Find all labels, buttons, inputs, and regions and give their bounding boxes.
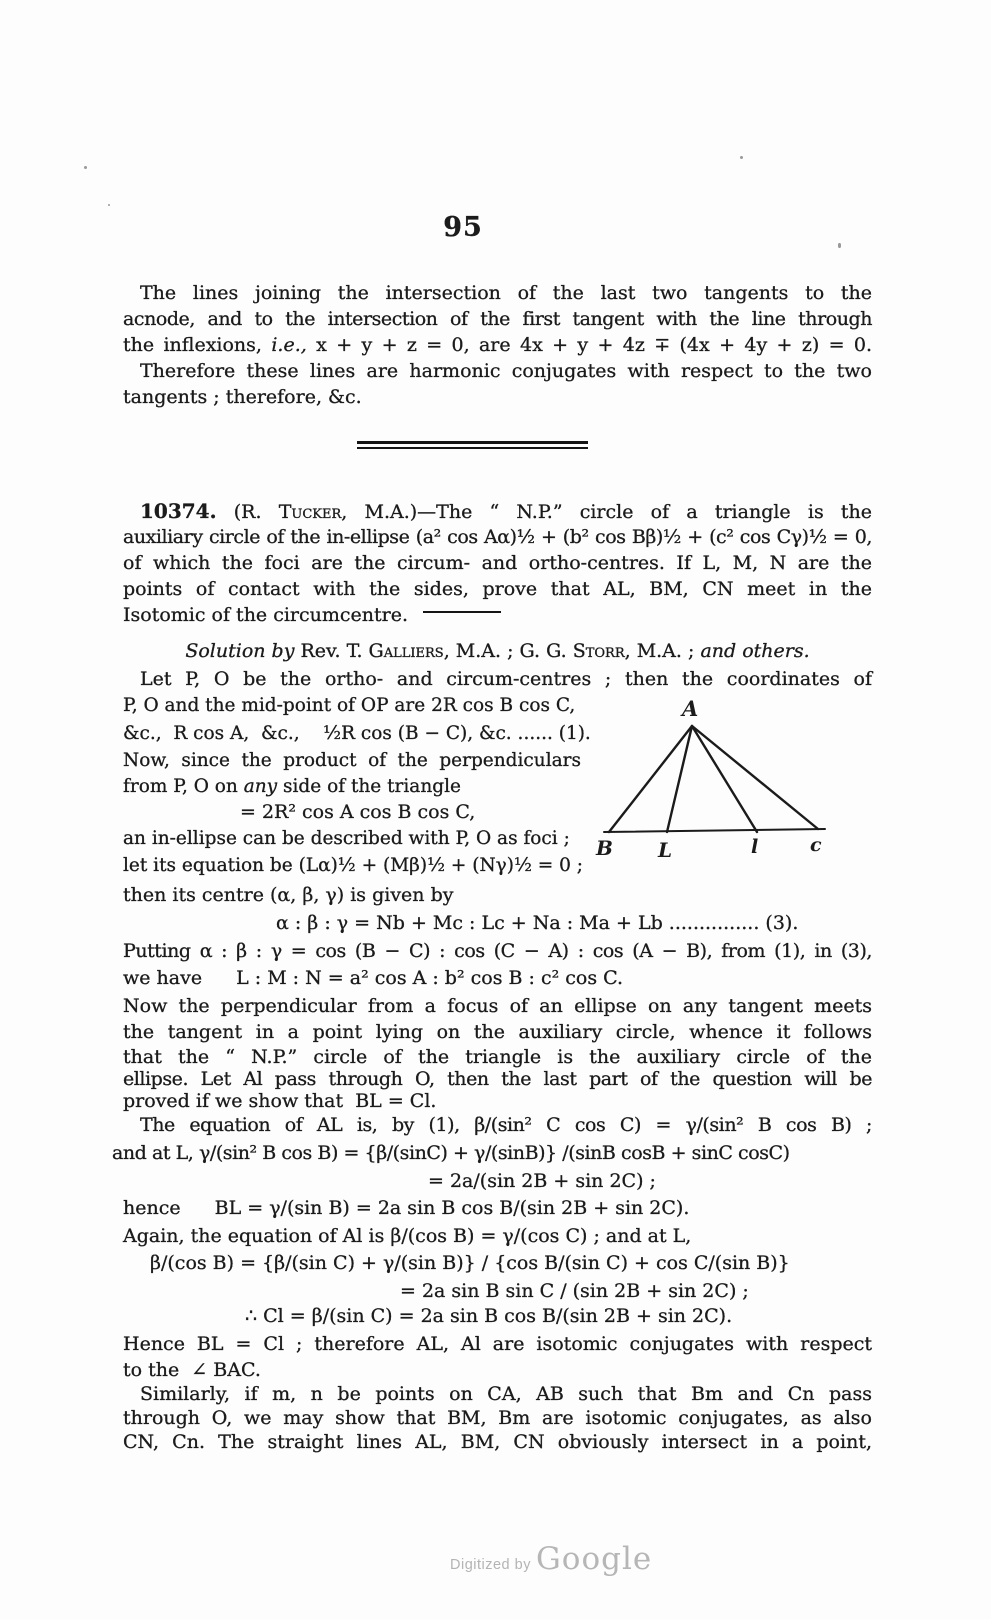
ie-abbreviation: i.e., bbox=[271, 334, 307, 356]
solution-line-20 bbox=[123, 1195, 872, 1221]
bl-formula: BL = γ/(sin B) = 2a sin B cos B/(sin 2B + sin 2C). bbox=[214, 1197, 690, 1219]
intro-line-2: acnode, and to the intersection of the first tangent with the line through bbox=[123, 308, 872, 330]
solution-line-27: Similarly, if m, n be points on CA, AB such that Bm and Cn pass bbox=[140, 1383, 872, 1405]
solution-line-21: Again, the equation of Al is β/(cos B) = γ/(cos C) ; and at L, bbox=[123, 1225, 692, 1247]
problem-line-3: of which the foci are the circum- and ortho-centres. If L, M, N are the bbox=[123, 552, 872, 574]
solution-line-4 bbox=[123, 774, 581, 800]
solution-line-13: the tangent in a point lying on the auxiliary circle, whence it follows bbox=[123, 1021, 872, 1043]
solution-byline bbox=[123, 638, 872, 664]
solution-line-28: through O, we may show that BM, Bm are isotomic conjugates, as also bbox=[123, 1407, 872, 1429]
solution-line-17: The equation of AL is, by (1), β/(sin² C cos C) = γ/(sin² B cos B) ; bbox=[140, 1114, 872, 1136]
intro-line-4: Therefore these lines are harmonic conjugates with respect to the two bbox=[140, 360, 872, 382]
page-number: 95 bbox=[443, 212, 483, 243]
solution-line-26: to the ∠ BAC. bbox=[123, 1359, 261, 1381]
intro-line-3 bbox=[123, 332, 872, 358]
problem-head-pre: (R. bbox=[216, 501, 279, 523]
base-BC bbox=[604, 829, 825, 832]
vertex-label-A: A bbox=[682, 696, 699, 721]
problem-line-5: Isotomic of the circumcentre. bbox=[123, 604, 409, 626]
problem-heading-line bbox=[123, 498, 872, 525]
solution-line-0: Let P, O be the ortho- and circum-centres ; then the coordinates of bbox=[140, 668, 872, 690]
solution-line-12: Now the perpendicular from a focus of an ellipse on any tangent meets bbox=[123, 995, 872, 1017]
byline-rev: Rev. T. bbox=[294, 640, 369, 662]
byline-post: , M.A. ; bbox=[624, 640, 701, 662]
scan-speck bbox=[838, 243, 841, 248]
solution-by-label: Solution by bbox=[185, 640, 295, 662]
solution-line-15: ellipse. Let Al pass through O, then the last part of the question will be bbox=[123, 1068, 872, 1090]
problem-line-2: auxiliary circle of the in-ellipse (a² cos Aα)½ + (b² cos Bβ)½ + (c² cos Cγ)½ = 0, bbox=[123, 526, 872, 548]
intro-line-1: The lines joining the intersection of the last two tangents to the bbox=[140, 282, 872, 304]
solution-line-4-pre: from P, O on bbox=[123, 776, 244, 797]
solution-line-10: Putting α : β : γ = cos (B − C) : cos (C − A) : cos (A − B), from (1), in (3), bbox=[123, 940, 872, 962]
solution-line-25: Hence BL = Cl ; therefore AL, Al are isotomic conjugates with respect bbox=[123, 1333, 872, 1355]
solution-line-2: &c., R cos A, &c., ½R cos (B − C), &c. ...... (1). bbox=[123, 723, 591, 744]
problem-line-4: points of contact with the sides, prove that AL, BM, CN meet in the bbox=[123, 578, 872, 600]
solver-name-galliers: Galliers bbox=[368, 640, 444, 662]
scan-speck bbox=[84, 166, 87, 169]
google-wordmark: Google bbox=[536, 1541, 653, 1577]
hence-lead: hence bbox=[123, 1197, 181, 1219]
solution-line-11 bbox=[123, 965, 872, 991]
digitized-by-label: Digitized by bbox=[450, 1557, 531, 1573]
solution-equation-therefore-Cl: ∴ Cl = β/(sin C) = 2a sin B cos B/(sin 2B + sin 2C). bbox=[245, 1305, 733, 1327]
solution-equation-3: α : β : γ = Nb + Mc : Lc + Na : Ma + Lb ............... (3). bbox=[276, 912, 799, 934]
problem-number: 10374. bbox=[140, 499, 217, 523]
solution-equation-2R2: = 2R² cos A cos B cos C, bbox=[240, 801, 476, 823]
intro-line-3-text: the inflexions, bbox=[123, 334, 272, 356]
solution-line-14: that the “ N.P.” circle of the triangle is the auxiliary circle of the bbox=[123, 1046, 872, 1068]
solution-line-8: then its centre (α, β, γ) is given by bbox=[123, 884, 454, 906]
solution-line-29: CN, Cn. The straight lines AL, BM, CN obviously intersect in a point, bbox=[123, 1431, 872, 1453]
scan-speck bbox=[108, 204, 110, 206]
cevian-Al bbox=[692, 726, 757, 832]
problem-proposer-name: Tucker bbox=[278, 501, 342, 523]
triangle-figure bbox=[578, 692, 850, 868]
solution-line-3: Now, since the product of the perpendiculars bbox=[123, 750, 581, 771]
intro-line-5: tangents ; therefore, &c. bbox=[123, 386, 362, 408]
problem-head-rest: , M.A.)—The “ N.P.” circle of a triangle is the bbox=[341, 501, 872, 523]
side-AC bbox=[692, 726, 818, 829]
point-label-L: L bbox=[658, 838, 673, 862]
and-others-label: and others. bbox=[700, 640, 810, 662]
solution-equation-2a-sinBsinC: = 2a sin B sin C / (sin 2B + sin 2C) ; bbox=[400, 1280, 749, 1302]
solution-equation-ellipse: let its equation be (Lα)½ + (Mβ)½ + (Nγ)½ = 0 ; bbox=[123, 855, 584, 876]
point-label-l: l bbox=[751, 836, 759, 858]
vertex-label-c: c bbox=[810, 834, 822, 856]
byline-mid: , M.A. ; G. G. bbox=[443, 640, 573, 662]
solver-name-storr: Storr bbox=[572, 640, 625, 662]
solution-equation-2a: = 2a/(sin 2B + sin 2C) ; bbox=[428, 1170, 656, 1192]
digitization-watermark bbox=[450, 1541, 652, 1577]
problem-end-rule bbox=[423, 611, 501, 613]
solution-line-18: and at L, γ/(sin² B cos B) = {β/(sinC) + γ/(sinB)} /(sinB cosB + sinC cosC) bbox=[112, 1142, 790, 1164]
lmn-formula: L : M : N = a² cos A : b² cos B : c² cos C. bbox=[236, 967, 624, 989]
solution-equation-braces: β/(cos B) = {β/(sin C) + γ/(sin B)} / {cos B/(sin C) + cos C/(sin B)} bbox=[150, 1252, 790, 1274]
we-have-lead: we have bbox=[123, 967, 203, 989]
any-emphasis: any bbox=[243, 776, 278, 797]
solution-line-1: P, O and the mid-point of OP are 2R cos B cos C, bbox=[123, 695, 576, 716]
solution-line-4-post: side of the triangle bbox=[277, 776, 461, 797]
divider-rule-top bbox=[357, 441, 588, 444]
solution-line-6: an in-ellipse can be described with P, O as foci ; bbox=[123, 828, 570, 849]
intro-line-3-equation: x + y + z = 0, are 4x + y + 4z ∓ (4x + 4y + z) = 0. bbox=[306, 334, 873, 356]
vertex-label-B: B bbox=[596, 836, 613, 860]
scan-speck bbox=[740, 156, 743, 159]
solution-line-16: proved if we show that BL = Cl. bbox=[123, 1090, 437, 1112]
divider-rule-bottom bbox=[357, 447, 588, 449]
